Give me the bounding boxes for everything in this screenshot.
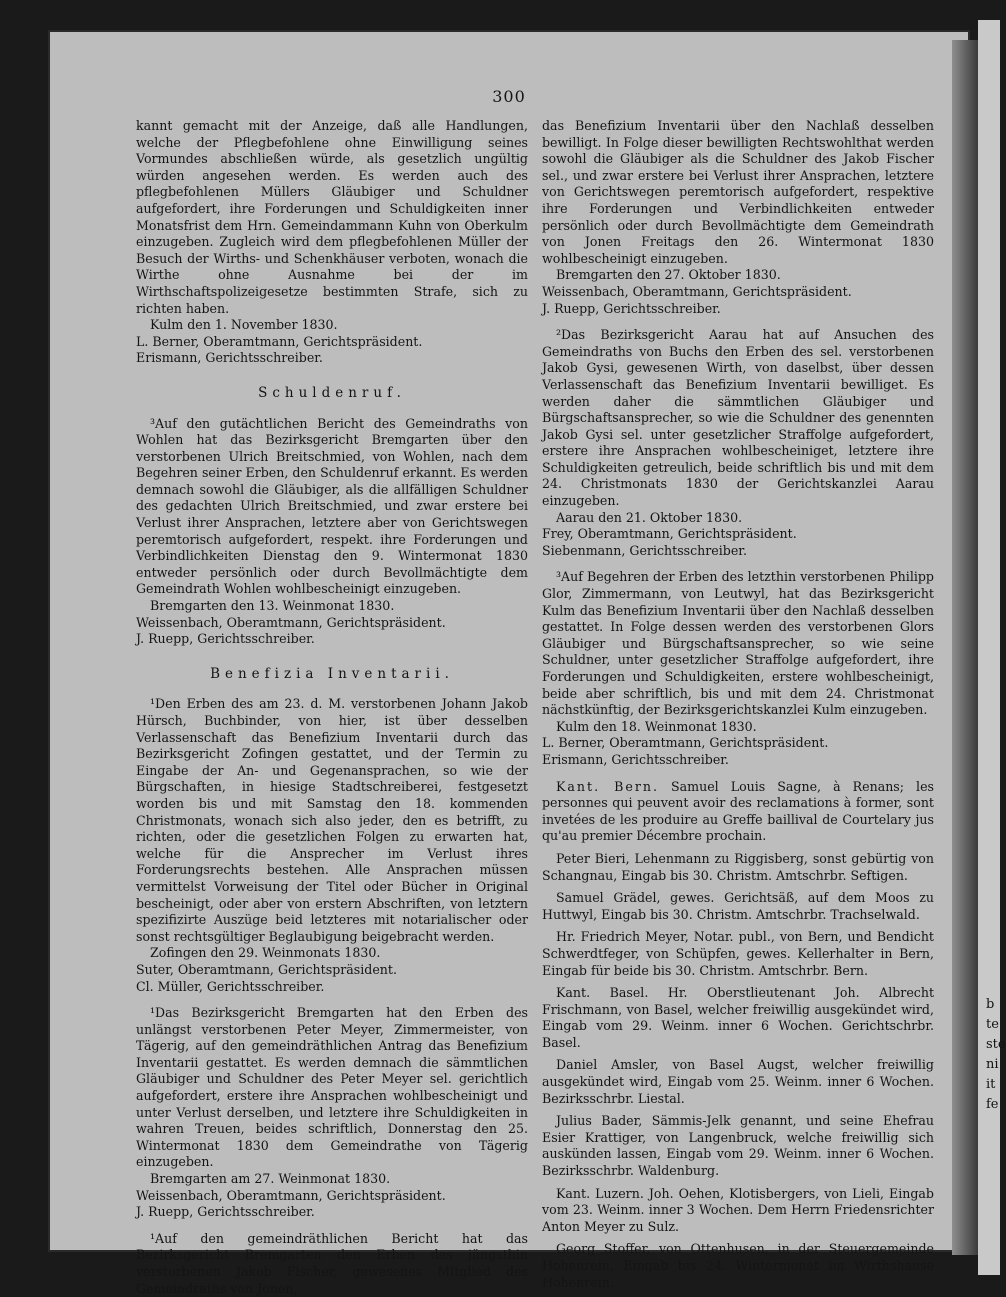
notice-entry: Hr. Friedrich Meyer, Notar. publ., von Bern, und Bendicht Schwerdtfeger, von Schüpfen, gewes. Kellerhalter in Bern, Eingab für beide bis 30. Christm. Amtschrbr. Bern. [542,929,934,978]
notice-entry: Georg Stoffer, von Ottenhusen, in der Steuergemeinde Hohenrein, Eingab bis 24. Wintermonat im Wirthshause Hohenrein. [542,1241,934,1290]
signature: J. Ruepp, Gerichtsschreiber. [136,1204,315,1220]
dateline: Kulm den 1. November 1830. [150,317,338,333]
sliver-letter: ni [986,1057,999,1072]
notice-text: kannt gemacht mit der Anzeige, daß alle Handlungen, welche der Pflegbefohlene ohne Einwilligung seines Vormundes abschließen würde, als gesetzlich ungültig würden angesehen werden. Es werden auch des pflegbefohlenen Müllers Gläubiger und Schuldner aufgefordert, ihre Forderungen und Schuldigkeiten inner Monatsfrist dem Hrn. Gemeindammann Kuhn von Oberkulm einzugeben. Zugleich wird dem pflegbefohlenen Müller der Besuch der Wirths- und Schenkhäuser verboten, wonach die Wirthe ohne Ausnahme bei der im Wirthschaftspolizeigesetze bestimmten Strafe, sich zu richten haben. [136,118,528,316]
canton-label: Kant. Bern. [556,778,659,794]
sliver-letter: it [986,1077,996,1092]
signature: Suter, Oberamtmann, Gerichtspräsident. [136,961,397,977]
sliver-letter: te [986,1017,999,1032]
notice-entry: Kant. Luzern. Joh. Oehen, Klotisbergers, von Lieli, Eingab vom 23. Weinm. inner 3 Wochen. Dem Herrn Friedensrichter Anton Meyer zu Sulz. [542,1185,934,1234]
dateline: Bremgarten am 27. Weinmonat 1830. [150,1171,391,1187]
page-gutter-shadow [952,40,978,1255]
notice-entry: Samuel Grädel, gewes. Gerichtsäß, auf dem Moos zu Huttwyl, Eingab bis 30. Christm. Amtschrbr. Trachselwald. [542,890,934,922]
notice-text: ³Auf den gutächtlichen Bericht des Gemeindraths von Wohlen hat das Bezirksgericht Bremgarten über den verstorbenen Ulrich Breitschmied, von Wohlen, nach dem Begehren seiner Erben, den Schuldenruf erkannt. Es werden demnach sowohl die Gläubiger, als die allfälligen Schuldner des gedachten Ulrich Breitschmied, und zwar erstere bei Verlust ihrer Ansprachen, letztere aber von Gerichtswegen peremtorisch aufgefordert, respekt. ihre Forderungen und Verbindlichkeiten Dienstag den 9. Wintermonat 1830 entweder persönlich oder durch Bevollmächtigte dem Gemeindrath Wohlen wohlbescheinigt einzugeben. [136,415,528,597]
notice-text: ³Auf Begehren der Erben des letzthin verstorbenen Philipp Glor, Zimmermann, von Leutwyl, hat das Bezirksgericht Kulm das Benefizium Inventarii über den Nachlaß desselben gestattet. In Folge dessen werden des verstorbenen Glors Gläubiger und Bürgschaftsansprecher, so wie seine Schuldner, unter gesetzlicher Straffolge aufgefordert, ihre Forderungen und Schuldigkeiten, erstere wohlbescheinigt, beide aber schriftlich, bis und mit dem 24. Christmonat nächstkünftig, der Bezirksgerichtskanzlei Kulm einzugeben. [542,569,934,718]
section-heading: Schuldenruf. [258,384,406,401]
dateline: Bremgarten den 27. Oktober 1830. [556,267,781,283]
notice-text: ¹Das Bezirksgericht Bremgarten hat den Erben des unlängst verstorbenen Peter Meyer, Zimmermeister, von Tägerig, auf den gemeindräthlichen Antrag das Benefizium Inventarii gestattet. Es werden demnach die sämmtlichen Gläubiger und Schuldner des Peter Meyer sel. gerichtlich aufgefordert, erstere ihre Ansprachen wohlbescheinigt und unter Verlust derselben, und letztere ihre Schuldigkeiten in wahren Treuen, beides schriftlich, Donnerstag den 25. Wintermonat 1830 dem Gemeindrathe von Tägerig einzugeben. [136,1005,528,1170]
notice-entry [542,779,934,845]
notice-entry: Kant. Basel. Hr. Oberstlieutenant Joh. Albrecht Frischmann, von Basel, welcher freiwillig ausgekündet wird, Eingab vom 29. Weinm. inner 6 Wochen. Gerichtschrbr. Basel. [542,985,934,1050]
signature: L. Berner, Oberamtmann, Gerichtspräsident. [136,333,423,349]
left-column [136,118,528,1297]
notice-entry: Daniel Amsler, von Basel Augst, welcher freiwillig ausgekündet wird, Eingab vom 25. Weinm. inner 6 Wochen. Bezirksschrbr. Liestal. [542,1057,934,1106]
dateline: Zofingen den 29. Weinmonats 1830. [150,945,381,961]
dateline: Bremgarten den 13. Weinmonat 1830. [150,598,395,614]
entry-text: Samuel Louis Sagne, à Renans; les personnes qui peuvent avoir des reclamations à former, sont invetées de les produire au Greffe baillival de Courtelary jus qu'au premier Décembre prochain. [542,778,934,844]
signature: Erismann, Gerichtsschreiber. [542,751,729,767]
section-heading: Benefizia Inventarii. [210,665,454,682]
sliver-letter: ste [986,1037,1006,1052]
signature: J. Ruepp, Gerichtsschreiber. [542,300,721,316]
signature: Erismann, Gerichtsschreiber. [136,350,323,366]
signature: L. Berner, Oberamtmann, Gerichtspräsident. [542,735,829,751]
newspaper-page [48,30,970,1296]
notice-text: das Benefizium Inventarii über den Nachlaß desselben bewilligt. In Folge dieser bewilligten Rechtswohlthat werden sowohl die Gläubiger als die Schuldner des Jakob Fischer sel., und zwar erstere bei Verlust ihrer Ansprachen, letztere von Gerichtswegen peremtorisch aufgefordert, respektive ihre Forderungen und Verbindlichkeiten entweder persönlich oder durch Bevollmächtigte dem Gemeindrath von Jonen Freitags den 26. Wintermonat 1830 wohlbescheinigt einzugeben. [542,118,934,266]
signature: Siebenmann, Gerichtsschreiber. [542,542,747,558]
notice-text: ²Das Bezirksgericht Aarau hat auf Ansuchen des Gemeindraths von Buchs den Erben des sel. verstorbenen Jakob Gysi, gewesenen Wirth, von daselbst, über dessen Verlassenschaft das Benefizium Inventarii bewilliget. Es werden daher die sämmtlichen Gläubiger und Bürgschaftsansprecher, so wie die Schuldner des genennten Jakob Gysi sel. unter gesetzlicher Straffolge aufgefordert, erstere ihre Ansprachen wohlbescheiniget, letztere ihre Schuldigkeiten getreulich, beide schriftlich bis und mit dem 24. Christmonats 1830 der Gerichtskanzlei Aarau einzugeben. [542,327,934,509]
dateline: Aarau den 21. Oktober 1830. [556,509,743,525]
page-number: 300 [492,87,526,106]
signature: Cl. Müller, Gerichtsschreiber. [136,978,325,994]
signature: Frey, Oberamtmann, Gerichtspräsident. [542,526,797,542]
notice-entry: Peter Bieri, Lehenmann zu Riggisberg, sonst gebürtig von Schangnau, Eingab bis 30. Christm. Amtschrbr. Seftigen. [542,850,934,883]
right-column [542,118,934,1291]
dateline: Kulm den 18. Weinmonat 1830. [556,718,757,734]
adjacent-page-sliver [978,20,1006,1275]
sliver-letter: fe [986,1097,999,1112]
notice-text: ¹Auf den gemeindräthlichen Bericht hat das Bezirksgericht Bremgarten den Erben des jüngsthin verstorbenen Jakob Fischer, gewesenes Mitglied des Gemeindraths von Jonen, [136,1230,528,1296]
signature: Weissenbach, Oberamtmann, Gerichtspräsident. [136,1187,446,1203]
sliver-letter: b [986,997,995,1012]
signature: J. Ruepp, Gerichtsschreiber. [136,631,315,647]
notice-text: ¹Den Erben des am 23. d. M. verstorbenen Johann Jakob Hürsch, Buchbinder, von hier, ist über desselben Verlassenschaft das Benefizium Inventarii durch das Bezirksgericht Zofingen gestattet, und der Termin zu Eingabe der An- und Gegenansprachen, so wie der Bürgschaften, in hiesige Stadtschreiberei, festgesetzt worden bis und mit Samstag den 18. kommenden Christmonats, wonach sich also jeder, den es betrifft, zu richten, oder die gesetzlichen Folgen zu erwarten hat, welche für die Ansprecher im Verlust ihres Forderungsrechts bestehen. Alle Ansprachen müssen vermittelst Vorweisung der Titel oder Bücher in Original bescheinigt, oder aber von erstern Abschriften, von letztern spezifizirte Auszüge beid letzteres mit notarialischer oder sonst rechtsgültiger Beglaubigung beigebracht werden. [136,696,528,944]
signature: Weissenbach, Oberamtmann, Gerichtspräsident. [136,614,446,630]
signature: Weissenbach, Oberamtmann, Gerichtspräsident. [542,283,852,299]
notice-entry: Julius Bader, Sämmis-Jelk genannt, und seine Ehefrau Esier Krattiger, von Langenbruck, welche freiwillig sich auskünden lassen, Eingab vom 29. Weinm. inner 6 Wochen. Bezirksschrbr. Waldenburg. [542,1113,934,1179]
